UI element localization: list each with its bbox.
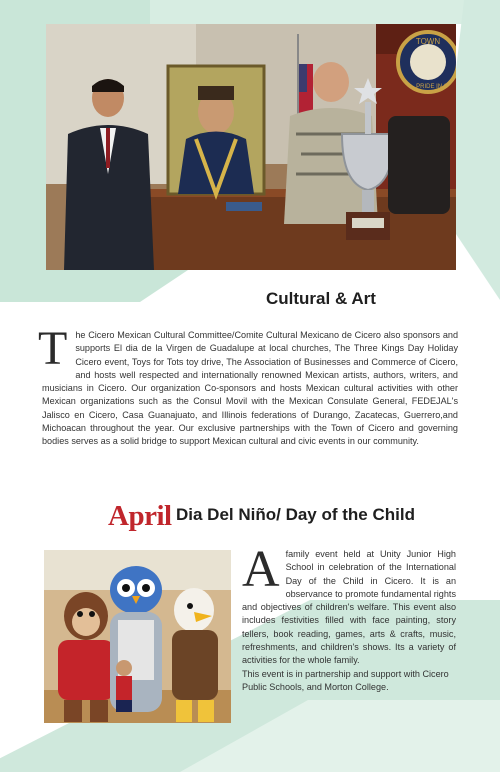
culture-paragraph-text: he Cicero Mexican Cultural Committee/Comite Cultural Mexicano de Cicero also sponsors and supports El dia de la Virgen de Guadalupe at local churches, The Three Kings Day Holiday Cicero event, Toys for Tots toy drive, The Association of Businesses and Commerce of Cicero, and hosts well respected and internationally renowned Mexican artists, authors, writers, and musicians in Cicero. Our organization Co-sponsors and hosts Mexican cultural activities with other Mexican organizations such as the Consul Movil with the Mexican Consulate General, FEDEJAL's Jalisco en Cicero, Casa Guanajuato, and Illinois federations of Durango, Zacatecas, Guerrero,and Michoacan throughout the year. Our exclusive partnerships with the Town of Cicero and governing bodies serves as a solid bridge to support Mexican cultural and civic events in our community. bbox=[42, 330, 458, 447]
section-title-culture: Cultural & Art bbox=[266, 289, 376, 308]
section-title-child: Dia Del Niño/ Day of the Child bbox=[176, 505, 415, 524]
town-seal-icon bbox=[398, 32, 456, 92]
dropcap-t: T bbox=[38, 322, 68, 375]
svg-text:TOWN: TOWN bbox=[415, 37, 441, 46]
svg-text:PRIDE IN S: PRIDE IN S bbox=[416, 84, 448, 90]
child-paragraph-text: family event held at Unity Junior High School in celebration of the International Day of the Child in Cicero. It is an observance to promote fundamental rights and objectives of children's welfare. This event also includes festivities filled with face painting, story tellers, book reading, games, arts & crafts, music, refreshments, and children's shows. Its a variety of activities for the whole family. bbox=[242, 549, 456, 666]
child-icon bbox=[116, 660, 132, 712]
portrait-painting-icon bbox=[168, 66, 264, 194]
dropcap-a: A bbox=[242, 541, 280, 598]
photo-mascots-event bbox=[44, 550, 231, 723]
culture-paragraph bbox=[38, 322, 458, 449]
child-paragraph-partnership: This event is in partnership and support with Cicero Public Schools, and Morton College. bbox=[242, 668, 449, 692]
child-paragraph bbox=[242, 541, 456, 694]
month-label-april: April bbox=[108, 500, 172, 532]
photo-portrait-presentation bbox=[46, 24, 456, 270]
